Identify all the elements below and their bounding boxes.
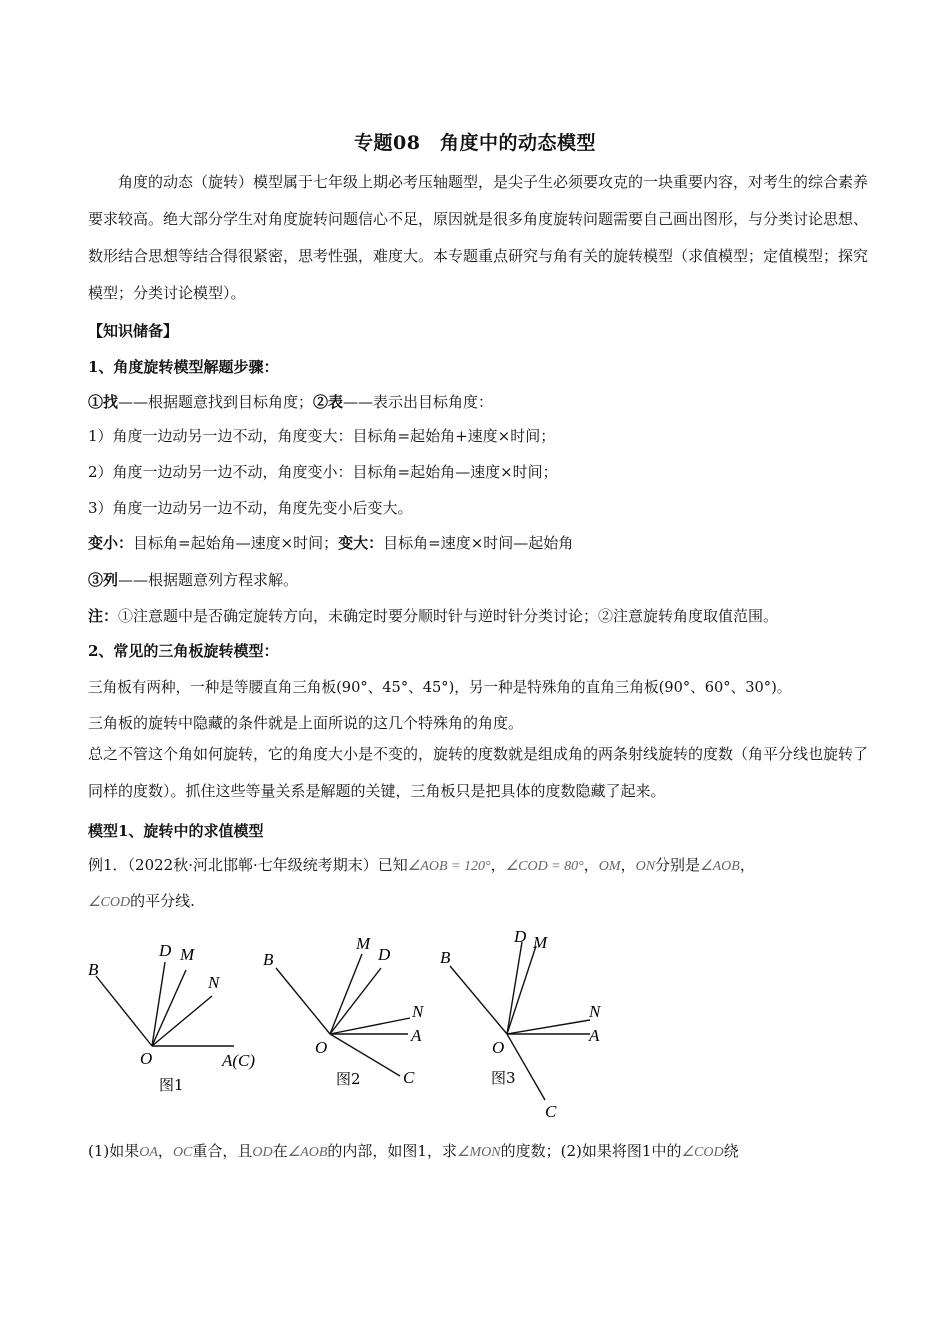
fig1-label-b: B — [88, 960, 99, 979]
math-cod: ∠COD — [88, 895, 131, 910]
fig1-label-ac: A(C) — [222, 1051, 256, 1070]
fig2-label-n: N — [412, 1002, 424, 1021]
fig3-label-o: O — [492, 1038, 505, 1057]
fig1-label-d: D — [159, 941, 172, 960]
fig1-label-n: N — [208, 973, 220, 992]
step2-label: ②表 — [313, 393, 344, 411]
math-cod-eq: ∠COD = 80° — [505, 859, 584, 874]
fig3-ray-od — [507, 942, 522, 1034]
example-source: （2022秋·河北邯郸·七年级统考期末） — [127, 856, 378, 874]
fig3-ray-on — [507, 1020, 590, 1034]
fig1-label-m: M — [180, 945, 195, 964]
step2-text: ——表示出目标角度： — [343, 393, 494, 411]
model1-heading: 模型1、旋转中的求值模型 — [88, 822, 264, 840]
step1-label: ①找 — [88, 393, 119, 411]
fig2-label-b: B — [263, 950, 274, 969]
smaller-label: 变小： — [88, 534, 134, 552]
example-line-1: 例1．（2022秋·河北邯郸·七年级统考期末）已知∠AOB = 120°，∠COD = 80°，OM，ON分别是∠AOB， — [88, 856, 755, 874]
step3-line — [88, 569, 298, 590]
example-line-2: ∠COD的平分线. — [88, 892, 195, 910]
fig3-label-m: M — [533, 933, 548, 952]
fig2-ray-ob — [276, 968, 330, 1034]
summary-paragraph: 总之不管这个角如何旋转，它的角度大小是不变的，旋转的度数就是组成角的两条射线旋转的度数（角平分线也旋转了同样的度数）。抓住这些等量关系是解题的关键，三角板只是把具体的度数隐藏了起来。 — [88, 745, 869, 800]
fig1-ray-on — [152, 996, 212, 1046]
fig3-caption: 图3 — [491, 1069, 516, 1087]
fig2-ray-om — [330, 954, 362, 1034]
fig2-label-o: O — [315, 1038, 328, 1057]
section1-heading: 1、角度旋转模型解题步骤： — [88, 358, 279, 376]
page-title: 专题08 角度中的动态模型 — [354, 132, 596, 154]
fig1-label-o: O — [140, 1049, 153, 1068]
fig3-label-c: C — [545, 1102, 557, 1120]
bigger-text: 目标角=速度×时间—起始角 — [383, 534, 574, 552]
math-q-cod: ∠COD — [681, 1145, 724, 1160]
question-line: (1)如果OA，OC重合，且OD在∠AOB的内部，如图1，求∠MON的度数；(2)如果将图1中的∠COD绕 — [88, 1142, 739, 1160]
triangle-line-1: 三角板有两种，一种是等腰直角三角板(90°、45°、45°)，另一种是特殊角的直角三角板(90°、60°、30°)。 — [88, 679, 792, 696]
knowledge-heading: 【知识储备】 — [88, 322, 179, 340]
note-line — [88, 605, 778, 626]
case-3: 3）角度一边动另一边不动，角度先变小后变大。 — [88, 499, 413, 517]
figure-3 — [450, 942, 590, 1100]
fig3-label-b: B — [440, 948, 451, 967]
section2-heading: 2、常见的三角板旋转模型： — [88, 642, 279, 660]
step3-text: ——根据题意列方程求解。 — [118, 571, 299, 589]
bigger-label: 变大： — [338, 534, 384, 552]
note-label: 注： — [88, 607, 119, 625]
smaller-bigger-line — [88, 532, 573, 553]
step3-label: ③列 — [88, 571, 119, 589]
case-1: 1）角度一边动另一边不动，角度变大：目标角=起始角+速度×时间； — [88, 427, 556, 445]
fig2-label-a: A — [411, 1026, 422, 1045]
case-2: 2）角度一边动另一边不动，角度变小：目标角=起始角—速度×时间； — [88, 463, 558, 481]
fig1-ray-ob — [96, 976, 152, 1046]
angle-figures — [0, 920, 950, 1120]
fig1-ray-od — [152, 962, 165, 1046]
math-oc: OC — [172, 1145, 193, 1160]
math-oa: OA — [139, 1145, 158, 1160]
math-aob: ∠AOB — [700, 859, 740, 874]
fig2-caption: 图2 — [336, 1070, 361, 1088]
fig3-ray-oc — [507, 1034, 545, 1100]
fig2-ray-od — [330, 968, 381, 1034]
math-q-aob: ∠AOB — [287, 1145, 328, 1160]
fig1-caption: 图1 — [159, 1076, 184, 1094]
step-find-express — [88, 391, 493, 412]
fig3-ray-om — [507, 946, 536, 1034]
fig2-label-c: C — [403, 1068, 415, 1087]
fig3-label-a: A — [589, 1026, 600, 1045]
triangle-line-2: 三角板的旋转中隐藏的条件就是上面所说的这几个特殊角的角度。 — [88, 714, 524, 732]
fig2-label-d: D — [378, 945, 391, 964]
math-mon: ∠MON — [456, 1145, 501, 1160]
figure-2 — [276, 954, 410, 1076]
note-text: ①注意题中是否确定旋转方向，未确定时要分顺时针与逆时针分类讨论；②注意旋转角度取值范围。 — [118, 607, 779, 625]
step1-text: ——根据题意找到目标角度； — [118, 393, 314, 411]
fig2-label-m: M — [356, 934, 371, 953]
math-on: ON — [635, 859, 656, 874]
fig3-label-n: N — [589, 1002, 601, 1021]
fig1-ray-om — [152, 970, 186, 1046]
smaller-text: 目标角=起始角—速度×时间； — [133, 534, 339, 552]
fig2-ray-on — [330, 1018, 410, 1034]
math-aob-eq: ∠AOB = 120° — [407, 859, 491, 874]
fig3-ray-ob — [450, 966, 507, 1034]
math-om: OM — [598, 859, 621, 874]
math-od: OD — [252, 1145, 273, 1160]
intro-paragraph: 角度的动态（旋转）模型属于七年级上期必考压轴题型，是尖子生必须要攻克的一块重要内容，对考生的综合素养要求较高。绝大部分学生对角度旋转问题信心不足，原因就是很多角度旋转问题需要自己画出图形，与分类讨论思想、数形结合思想等结合得很紧密，思考性强，难度大。本专题重点研究与角有关的旋转模型（求值模型；定值模型；探究模型；分类讨论模型）。 — [88, 173, 869, 302]
fig3-label-d: D — [514, 927, 527, 946]
